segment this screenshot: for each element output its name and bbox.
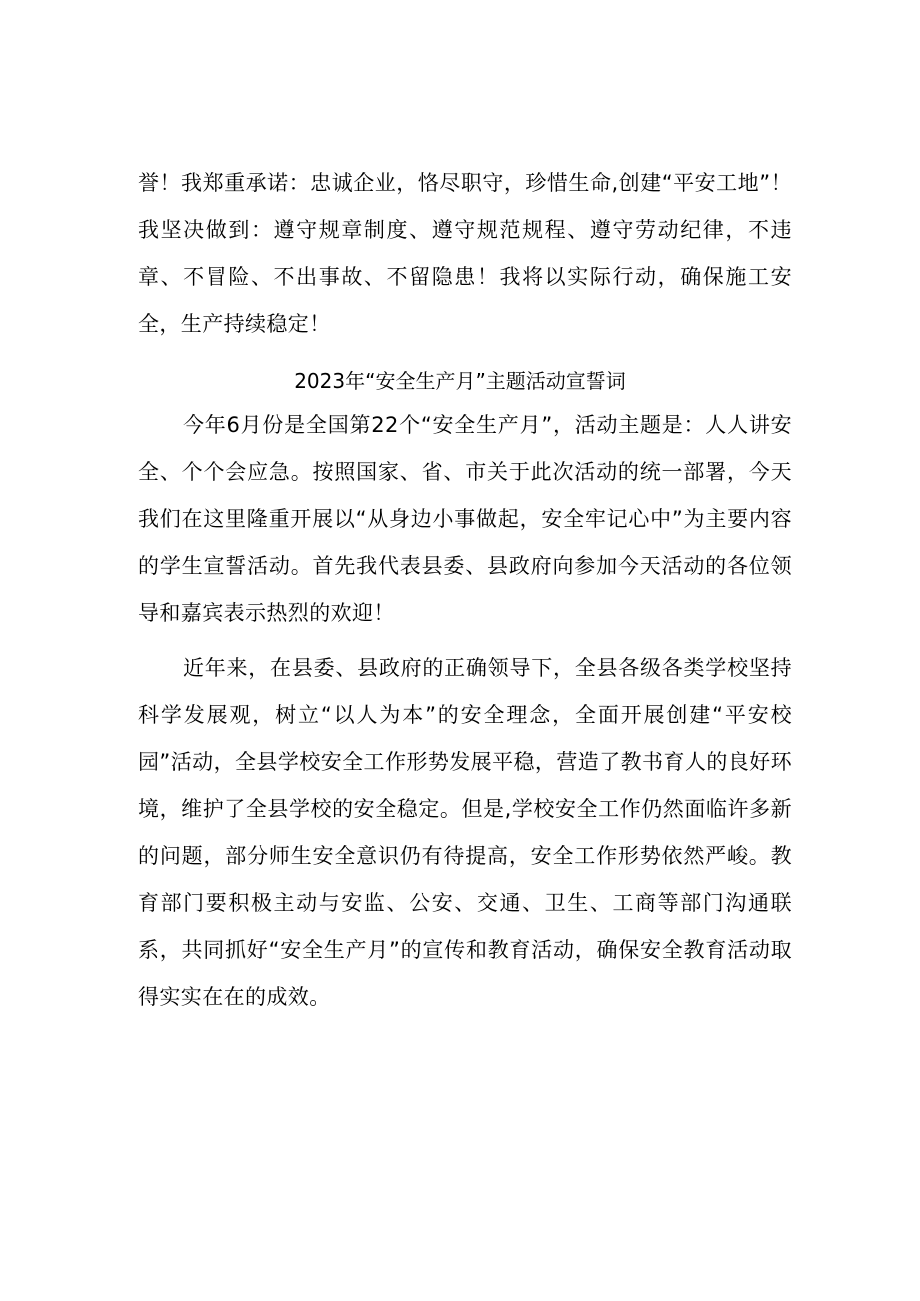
intro-paragraph: 誉！我郑重承诺：忠诚企业，恪尽职守，珍惜生命,创建“平安工地”！我坚决做到：遵守规章制度、遵守规范规程、遵守劳动纪律，不违章、不冒险、不出事故、不留隐患！我将以实际行动，确保施工安全，生产持续稳定！ xyxy=(138,171,792,336)
document-title: 2023年“安全生产月”主题活动宣誓词 xyxy=(294,369,626,393)
body-paragraph-1: 今年6月份是全国第22个“安全生产月”，活动主题是：人人讲安全、个个会应急。按照国家、省、市关于此次活动的统一部署，今天我们在这里隆重开展以“从身边小事做起，安全牢记心中”为主要内容的学生宣誓活动。首先我代表县委、县政府向参加今天活动的各位领导和嘉宾表示热烈的欢迎！ xyxy=(138,413,792,625)
body-paragraph-2: 近年来，在县委、县政府的正确领导下，全县各级各类学校坚持科学发展观，树立“以人为本”的安全理念，全面开展创建“平安校园”活动，全县学校安全工作形势发展平稳，营造了教书育人的良好环境，维护了全县学校的安全稳定。但是,学校安全工作仍然面临许多新的问题，部分师生安全意识仍有待提高，安全工作形势依然严峻。教育部门要积极主动与安监、公安、交通、卫生、工商等部门沟通联系，共同抓好“安全生产月”的宣传和教育活动，确保安全教育活动取得实实在在的成效。 xyxy=(138,656,792,1009)
